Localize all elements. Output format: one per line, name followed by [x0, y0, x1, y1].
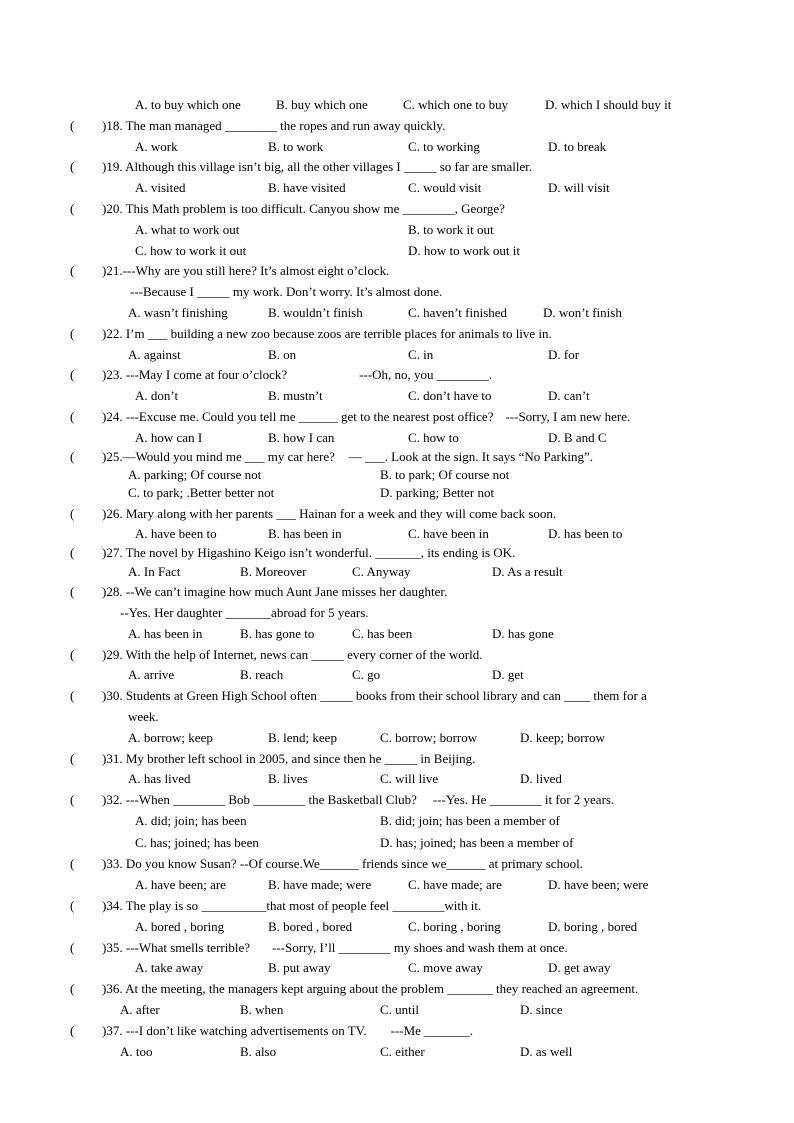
q35-option-c: C. move away [408, 960, 483, 975]
q31-answer-paren: ( [70, 751, 75, 766]
q20-stem: )20. This Math problem is too difficult. Canyou show me ________, George? [102, 201, 505, 216]
q23-option-a: A. don’t [135, 388, 179, 403]
q33-option-a: A. have been; are [135, 877, 226, 892]
q28-option-c: C. has been [352, 626, 413, 641]
q25-answer-paren: ( [70, 449, 75, 464]
q32-option-d: D. has; joined; has been a member of [380, 835, 574, 850]
q29-option-a: A. arrive [128, 667, 175, 682]
q30-option-b: B. lend; keep [268, 730, 337, 745]
q28-option-b: B. has gone to [240, 626, 315, 641]
q30-stem: )30. Students at Green High School often _____ books from their school library and can ____ them for a [102, 688, 647, 703]
q34-option-c: C. boring , boring [408, 919, 501, 934]
q30-option-a: A. borrow; keep [128, 730, 213, 745]
q37-option-b: B. also [240, 1044, 277, 1059]
q25-reply: — ___. Look at the sign. It says “No Parking”. [348, 449, 593, 464]
q24-line [102, 409, 630, 425]
q21-option-b: B. wouldn’t finish [268, 305, 363, 320]
q22-option-b: B. on [268, 347, 297, 362]
q36-option-a: A. after [120, 1002, 160, 1017]
q26-stem: )26. Mary along with her parents ___ Hainan for a week and they will come back soon. [102, 506, 557, 521]
q36-option-b: B. when [240, 1002, 284, 1017]
q36-stem: )36. At the meeting, the managers kept arguing about the problem _______ they reached an agreement. [102, 981, 639, 996]
q35-reply: ---Sorry, I’ll ________ my shoes and wash them at once. [272, 940, 568, 955]
q35-stem: )35. ---What smells terrible? [102, 940, 250, 955]
q19-option-d: D. will visit [548, 180, 610, 195]
q17-option-a: A. to buy which one [135, 97, 241, 112]
q18-option-c: C. to working [408, 139, 480, 154]
q36-option-d: D. since [520, 1002, 563, 1017]
q17-option-c: C. which one to buy [403, 97, 509, 112]
q37-line [102, 1023, 473, 1039]
q26-option-c: C. have been in [408, 526, 489, 541]
q32-option-c: C. has; joined; has been [135, 835, 259, 850]
q35-answer-paren: ( [70, 940, 75, 955]
q25-option-d: D. parking; Better not [380, 485, 495, 500]
q33-option-b: B. have made; were [268, 877, 372, 892]
q29-answer-paren: ( [70, 647, 75, 662]
q33-answer-paren: ( [70, 856, 75, 871]
q27-option-b: B. Moreover [240, 564, 307, 579]
q24-option-c: C. how to [408, 430, 459, 445]
q19-answer-paren: ( [70, 159, 75, 174]
q29-option-d: D. get [492, 667, 524, 682]
q29-option-b: B. reach [240, 667, 284, 682]
q34-option-a: A. bored , boring [135, 919, 225, 934]
q23-line [102, 367, 492, 383]
q30-option-c: C. borrow; borrow [380, 730, 478, 745]
q24-option-d: D. B and C [548, 430, 607, 445]
q31-option-c: C. will live [380, 771, 439, 786]
q35-option-a: A. take away [135, 960, 204, 975]
q35-option-d: D. get away [548, 960, 611, 975]
q19-option-b: B. have visited [268, 180, 346, 195]
q27-option-d: D. As a result [492, 564, 563, 579]
q35-option-b: B. put away [268, 960, 331, 975]
q20-option-d: D. how to work out it [408, 243, 520, 258]
q18-stem: )18. The man managed ________ the ropes and run away quickly. [102, 118, 446, 133]
q26-option-b: B. has been in [268, 526, 342, 541]
q18-option-d: D. to break [548, 139, 607, 154]
q19-option-a: A. visited [135, 180, 186, 195]
q26-answer-paren: ( [70, 506, 75, 521]
q24-option-a: A. how can I [135, 430, 203, 445]
q37-stem: )37. ---I don’t like watching advertisements on TV. [102, 1023, 367, 1038]
q31-option-b: B. lives [268, 771, 308, 786]
q33-stem: )33. Do you know Susan? --Of course.We______ friends since we______ at primary school. [102, 856, 583, 871]
q17-option-d: D. which I should buy it [545, 97, 672, 112]
q23-stem: )23. ---May I come at four o’clock? [102, 367, 288, 382]
q37-option-a: A. too [120, 1044, 153, 1059]
q22-stem: )22. I’m ___ building a new zoo because zoos are terrible places for animals to live in. [102, 326, 552, 341]
q37-answer-paren: ( [70, 1023, 75, 1038]
q35-line [102, 940, 568, 956]
q18-answer-paren: ( [70, 118, 75, 133]
q34-option-d: D. boring , bored [548, 919, 638, 934]
q30-option-d: D. keep; borrow [520, 730, 605, 745]
q21-dialog-line: ---Because I _____ my work. Don’t worry. It’s almost done. [130, 284, 443, 299]
q34-option-b: B. bored , bored [268, 919, 353, 934]
q30-answer-paren: ( [70, 688, 75, 703]
q37-option-c: C. either [380, 1044, 425, 1059]
q28-option-d: D. has gone [492, 626, 554, 641]
q25-option-a: A. parking; Of course not [128, 467, 262, 482]
q33-option-d: D. have been; were [548, 877, 649, 892]
q19-option-c: C. would visit [408, 180, 482, 195]
q27-answer-paren: ( [70, 545, 75, 560]
q23-option-c: C. don’t have to [408, 388, 492, 403]
q27-option-a: A. In Fact [128, 564, 181, 579]
q37-option-d: D. as well [520, 1044, 573, 1059]
q21-option-c: C. haven’t finished [408, 305, 508, 320]
q20-answer-paren: ( [70, 201, 75, 216]
q32-option-b: B. did; join; has been a member of [380, 813, 560, 828]
q23-reply: ---Oh, no, you ________. [359, 367, 493, 382]
q19-stem: )19. Although this village isn’t big, all the other villages I _____ so far are smaller. [102, 159, 533, 174]
q24-answer-paren: ( [70, 409, 75, 424]
q23-option-b: B. mustn’t [268, 388, 323, 403]
q21-option-a: A. wasn’t finishing [128, 305, 228, 320]
q29-option-c: C. go [352, 667, 381, 682]
q24-reply: ---Sorry, I am new here. [505, 409, 631, 424]
q22-option-d: D. for [548, 347, 580, 362]
q21-option-d: D. won’t finish [543, 305, 622, 320]
q28-dialog-line: --Yes. Her daughter _______abroad for 5 years. [120, 605, 369, 620]
q31-option-a: A. has lived [128, 771, 191, 786]
q27-option-c: C. Anyway [352, 564, 411, 579]
q26-option-a: A. have been to [135, 526, 217, 541]
q24-option-b: B. how I can [268, 430, 335, 445]
q33-option-c: C. have made; are [408, 877, 502, 892]
q28-stem: )28. --We can’t imagine how much Aunt Jane misses her daughter. [102, 584, 448, 599]
q34-answer-paren: ( [70, 898, 75, 913]
q23-option-d: D. can’t [548, 388, 590, 403]
q36-answer-paren: ( [70, 981, 75, 996]
q28-option-a: A. has been in [128, 626, 203, 641]
q32-reply: ---Yes. He ________ it for 2 years. [432, 792, 615, 807]
q18-option-b: B. to work [268, 139, 324, 154]
q18-option-a: A. work [135, 139, 178, 154]
q34-stem: )34. The play is so __________that most of people feel ________with it. [102, 898, 482, 913]
q25-option-c: C. to park; .Better better not [128, 485, 275, 500]
q25-option-b: B. to park; Of course not [380, 467, 510, 482]
q32-line [102, 792, 614, 808]
q22-option-c: C. in [408, 347, 434, 362]
q21-stem: )21.---Why are you still here? It’s almost eight o’clock. [102, 263, 390, 278]
q36-option-c: C. until [380, 1002, 420, 1017]
q32-answer-paren: ( [70, 792, 75, 807]
q28-answer-paren: ( [70, 584, 75, 599]
q20-option-c: C. how to work it out [135, 243, 247, 258]
q29-stem: )29. With the help of Internet, news can _____ every corner of the world. [102, 647, 483, 662]
q24-stem: )24. ---Excuse me. Could you tell me ______ get to the nearest post office? [102, 409, 494, 424]
q22-answer-paren: ( [70, 326, 75, 341]
q37-reply: ---Me _______. [390, 1023, 473, 1038]
q25-stem: )25.—Would you mind me ___ my car here? [102, 449, 335, 464]
q32-stem: )32. ---When ________ Bob ________ the Basketball Club? [102, 792, 417, 807]
q20-option-a: A. what to work out [135, 222, 240, 237]
q20-option-b: B. to work it out [408, 222, 494, 237]
q30-stem-continued: week. [128, 709, 159, 724]
q22-option-a: A. against [128, 347, 181, 362]
q21-answer-paren: ( [70, 263, 75, 278]
q25-line [102, 449, 593, 465]
q17-option-b: B. buy which one [276, 97, 368, 112]
q32-option-a: A. did; join; has been [135, 813, 247, 828]
q31-stem: )31. My brother left school in 2005, and since then he _____ in Beijing. [102, 751, 476, 766]
q27-stem: )27. The novel by Higashino Keigo isn’t wonderful. _______, its ending is OK. [102, 545, 516, 560]
q23-answer-paren: ( [70, 367, 75, 382]
q26-option-d: D. has been to [548, 526, 623, 541]
q31-option-d: D. lived [520, 771, 562, 786]
